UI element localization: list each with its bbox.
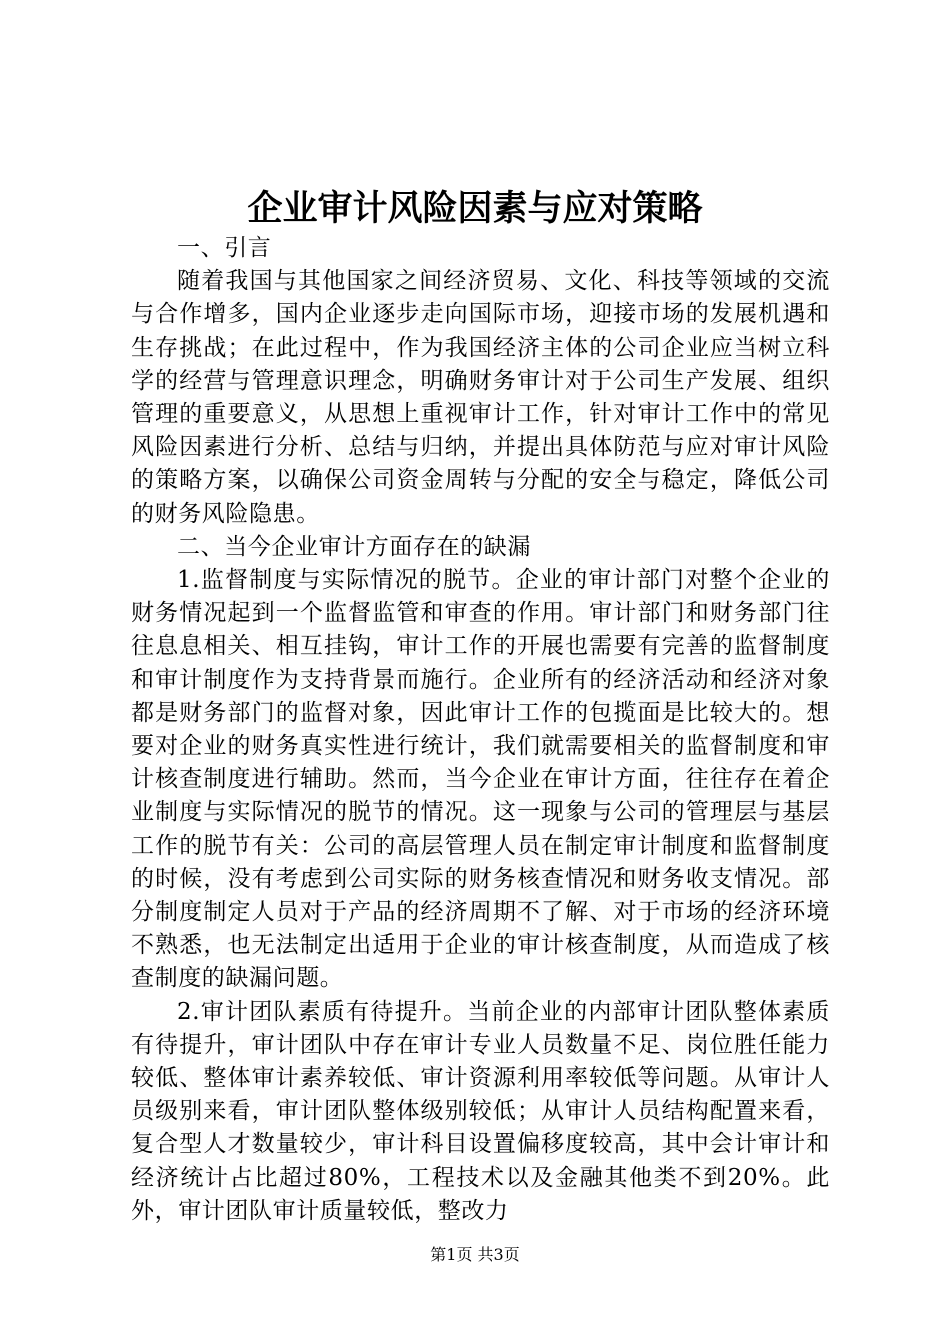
page-number-footer: 第1页 共3页 (430, 1245, 520, 1264)
document-body (131, 232, 830, 1228)
document-title: 企业审计风险因素与应对策略 (247, 188, 703, 229)
paragraph-introduction: 随着我国与其他国家之间经济贸易、文化、科技等领域的交流与合作增多，国内企业逐步走向国际市场，迎接市场的发展机遇和生存挑战；在此过程中，作为我国经济主体的公司企业应当树立科学的经营与管理意识理念，明确财务审计对于公司生产发展、组织管理的重要意义，从思想上重视审计工作，针对审计工作中的常见风险因素进行分析、总结与归纳，并提出具体防范与应对审计风险的策略方案，以确保公司资金周转与分配的安全与稳定，降低公司的财务风险隐患。 (131, 268, 830, 527)
section-heading-deficiencies: 二、当今企业审计方面存在的缺漏 (177, 533, 531, 560)
paragraph-point-1: 1.监督制度与实际情况的脱节。企业的审计部门对整个企业的财务情况起到一个监督监管和审查的作用。审计部门和财务部门往往息息相关、相互挂钩，审计工作的开展也需要有完善的监督制度和审计制度作为支持背景而施行。企业所有的经济活动和经济对象都是财务部门的监督对象，因此审计工作的包揽面是比较大的。想要对企业的财务真实性进行统计，我们就需要相关的监督制度和审计核查制度进行辅助。然而，当今企业在审计方面，往往存在着企业制度与实际情况的脱节的情况。这一现象与公司的管理层与基层工作的脱节有关：公司的高层管理人员在制定审计制度和监督制度的时候，没有考虑到公司实际的财务核查情况和财务收支情况。部分制度制定人员对于产品的经济周期不了解、对于市场的经济环境不熟悉，也无法制定出适用于企业的审计核查制度，从而造成了核查制度的缺漏问题。 (131, 567, 830, 992)
paragraph-point-2: 2.审计团队素质有待提升。当前企业的内部审计团队整体素质有待提升，审计团队中存在审计专业人员数量不足、岗位胜任能力较低、整体审计素养较低、审计资源利用率较低等问题。从审计人员级别来看，审计团队整体级别较低；从审计人员结构配置来看，复合型人才数量较少，审计科目设置偏移度较高，其中会计审计和经济统计占比超过80%，工程技术以及金融其他类不到20%。此外，审计团队审计质量较低，整改力 (131, 998, 830, 1224)
section-heading-introduction: 一、引言 (177, 235, 272, 261)
